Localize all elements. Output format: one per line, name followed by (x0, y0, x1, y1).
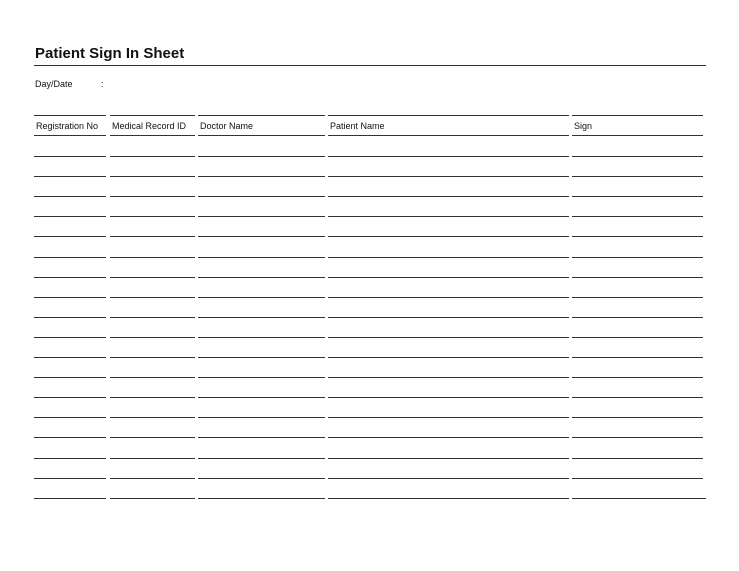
header-underline (328, 135, 569, 136)
blank-entry-line[interactable] (198, 377, 325, 378)
blank-entry-line[interactable] (34, 236, 106, 237)
blank-entry-line[interactable] (572, 437, 703, 438)
blank-entry-line[interactable] (110, 397, 195, 398)
blank-entry-line[interactable] (34, 397, 106, 398)
blank-entry-line[interactable] (34, 257, 106, 258)
column-header: Doctor Name (200, 121, 254, 131)
blank-entry-line[interactable] (328, 357, 569, 358)
blank-entry-line[interactable] (572, 277, 703, 278)
blank-entry-line[interactable] (198, 236, 325, 237)
blank-entry-line[interactable] (110, 437, 195, 438)
blank-entry-line[interactable] (198, 277, 325, 278)
blank-entry-line[interactable] (34, 437, 106, 438)
column-header: Patient Name (330, 121, 385, 131)
blank-entry-line[interactable] (34, 417, 106, 418)
blank-entry-line[interactable] (328, 478, 569, 479)
blank-entry-line[interactable] (198, 196, 325, 197)
blank-entry-line[interactable] (328, 337, 569, 338)
blank-entry-line[interactable] (110, 377, 195, 378)
column-top-rule (34, 115, 106, 116)
blank-entry-line[interactable] (110, 257, 195, 258)
blank-entry-line[interactable] (198, 337, 325, 338)
column-top-rule (572, 115, 703, 116)
blank-entry-line[interactable] (328, 257, 569, 258)
blank-entry-line[interactable] (34, 498, 106, 499)
blank-entry-line[interactable] (110, 156, 195, 157)
blank-entry-line[interactable] (328, 156, 569, 157)
blank-entry-line[interactable] (572, 337, 703, 338)
blank-entry-line[interactable] (34, 478, 106, 479)
blank-entry-line[interactable] (34, 277, 106, 278)
blank-entry-line[interactable] (572, 498, 706, 499)
blank-entry-line[interactable] (328, 277, 569, 278)
blank-entry-line[interactable] (198, 417, 325, 418)
blank-entry-line[interactable] (110, 357, 195, 358)
header-underline (34, 135, 106, 136)
column-header: Medical Record ID (112, 121, 187, 131)
blank-entry-line[interactable] (572, 458, 703, 459)
blank-entry-line[interactable] (110, 337, 195, 338)
header-underline (572, 135, 703, 136)
blank-entry-line[interactable] (328, 176, 569, 177)
blank-entry-line[interactable] (198, 478, 325, 479)
blank-entry-line[interactable] (198, 297, 325, 298)
blank-entry-line[interactable] (34, 297, 106, 298)
blank-entry-line[interactable] (328, 196, 569, 197)
blank-entry-line[interactable] (34, 357, 106, 358)
blank-entry-line[interactable] (34, 156, 106, 157)
blank-entry-line[interactable] (198, 156, 325, 157)
column-top-rule (328, 115, 569, 116)
blank-entry-line[interactable] (572, 196, 703, 197)
blank-entry-line[interactable] (110, 196, 195, 197)
blank-entry-line[interactable] (198, 257, 325, 258)
blank-entry-line[interactable] (110, 458, 195, 459)
blank-entry-line[interactable] (34, 458, 106, 459)
blank-entry-line[interactable] (110, 478, 195, 479)
blank-entry-line[interactable] (110, 317, 195, 318)
blank-entry-line[interactable] (198, 216, 325, 217)
blank-entry-line[interactable] (328, 437, 569, 438)
blank-entry-line[interactable] (572, 297, 703, 298)
blank-entry-line[interactable] (198, 357, 325, 358)
blank-entry-line[interactable] (328, 417, 569, 418)
blank-entry-line[interactable] (572, 236, 703, 237)
blank-entry-line[interactable] (572, 216, 703, 217)
blank-entry-line[interactable] (110, 277, 195, 278)
blank-entry-line[interactable] (34, 377, 106, 378)
blank-entry-line[interactable] (328, 317, 569, 318)
blank-entry-line[interactable] (110, 417, 195, 418)
blank-entry-line[interactable] (198, 317, 325, 318)
blank-entry-line[interactable] (198, 437, 325, 438)
blank-entry-line[interactable] (572, 257, 703, 258)
blank-entry-line[interactable] (572, 478, 703, 479)
blank-entry-line[interactable] (328, 297, 569, 298)
page-title: Patient Sign In Sheet (35, 45, 185, 62)
blank-entry-line[interactable] (198, 458, 325, 459)
title-divider (34, 65, 706, 66)
blank-entry-line[interactable] (572, 176, 703, 177)
blank-entry-line[interactable] (328, 498, 569, 499)
blank-entry-line[interactable] (572, 397, 703, 398)
blank-entry-line[interactable] (198, 397, 325, 398)
daydate-label: Day/Date (35, 79, 73, 89)
blank-entry-line[interactable] (572, 377, 703, 378)
blank-entry-line[interactable] (34, 317, 106, 318)
blank-entry-line[interactable] (328, 377, 569, 378)
header-underline (198, 135, 325, 136)
blank-entry-line[interactable] (34, 176, 106, 177)
blank-entry-line[interactable] (572, 357, 703, 358)
blank-entry-line[interactable] (328, 236, 569, 237)
blank-entry-line[interactable] (572, 156, 703, 157)
blank-entry-line[interactable] (198, 498, 325, 499)
column-header: Registration No (36, 121, 99, 131)
blank-entry-line[interactable] (572, 317, 703, 318)
blank-entry-line[interactable] (34, 337, 106, 338)
blank-entry-line[interactable] (34, 196, 106, 197)
blank-entry-line[interactable] (572, 417, 703, 418)
blank-entry-line[interactable] (110, 297, 195, 298)
column-top-rule (198, 115, 325, 116)
blank-entry-line[interactable] (34, 216, 106, 217)
blank-entry-line[interactable] (328, 458, 569, 459)
header-underline (110, 135, 195, 136)
blank-entry-line[interactable] (328, 216, 569, 217)
blank-entry-line[interactable] (110, 216, 195, 217)
daydate-colon: : (101, 79, 104, 89)
blank-entry-line[interactable] (328, 397, 569, 398)
column-header: Sign (574, 121, 593, 131)
blank-entry-line[interactable] (110, 236, 195, 237)
blank-entry-line[interactable] (110, 176, 195, 177)
column-top-rule (110, 115, 195, 116)
blank-entry-line[interactable] (198, 176, 325, 177)
blank-entry-line[interactable] (110, 498, 195, 499)
